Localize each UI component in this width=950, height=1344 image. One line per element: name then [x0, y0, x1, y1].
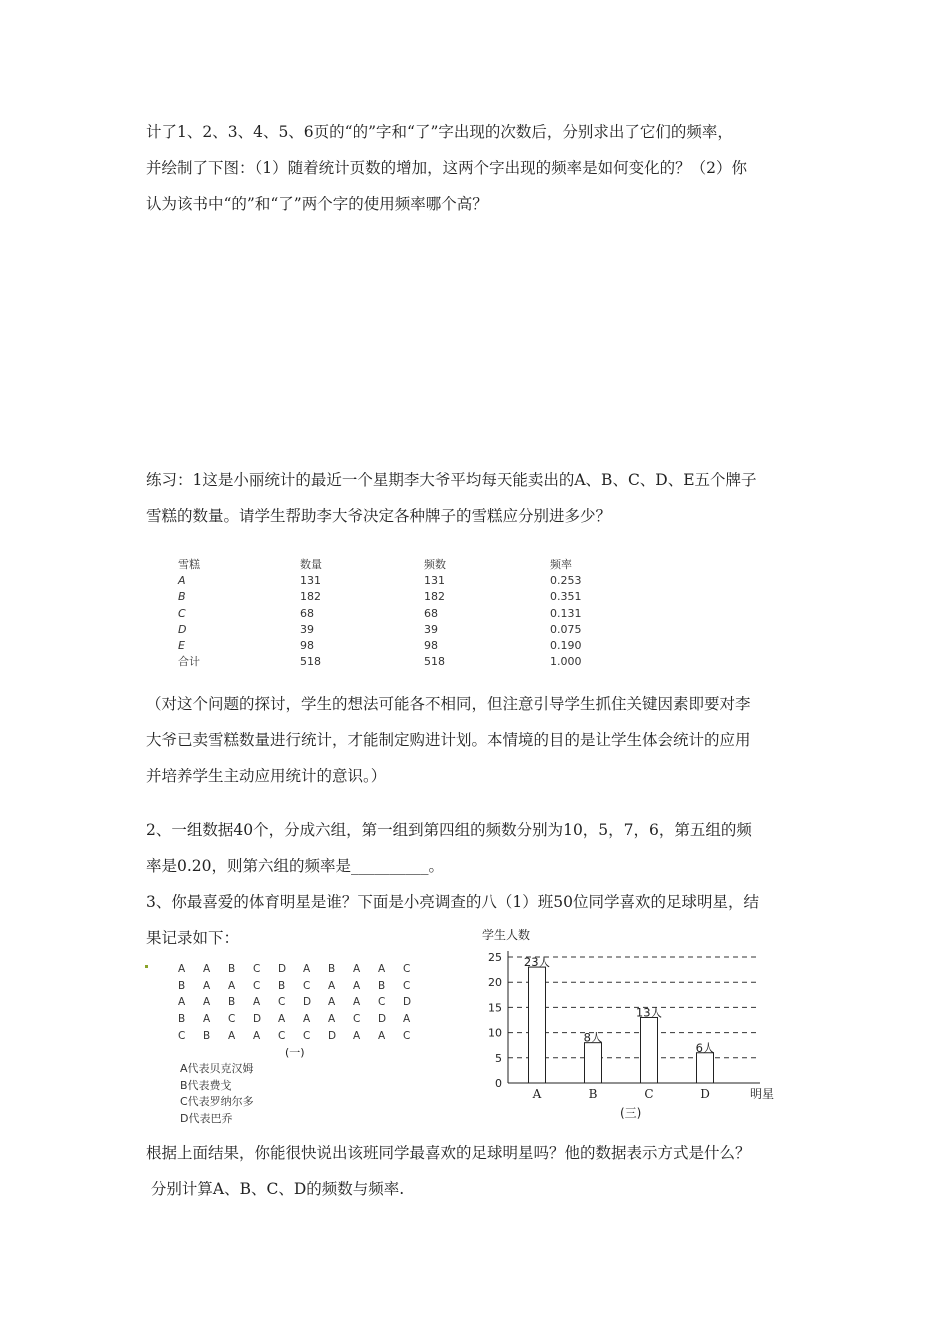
- table-cell: 98: [424, 639, 438, 653]
- icecream-table: [178, 557, 610, 670]
- chart-data-label: 8人: [583, 1030, 603, 1045]
- chart-x-tick-label: C: [644, 1087, 654, 1101]
- legend-item: B代表费戈: [180, 1078, 232, 1092]
- records-cell: C: [303, 979, 311, 992]
- records-cell: A: [178, 996, 186, 1009]
- table-cell: 68: [424, 606, 438, 620]
- table-cell: E: [178, 639, 185, 653]
- records-cell: B: [228, 996, 236, 1009]
- chart-data-label: 13人: [635, 1005, 663, 1020]
- records-cell: C: [228, 1013, 236, 1026]
- legend-item: C代表罗纳尔多: [180, 1095, 254, 1108]
- chart-caption: (三): [620, 1106, 642, 1120]
- chart-bar: [641, 1017, 658, 1083]
- records-cell: A: [278, 1013, 286, 1026]
- intro-line: 并绘制了下图：（1）随着统计页数的增加，这两个字出现的频率是如何变化的？（2）你: [146, 159, 747, 177]
- records-cell: D: [303, 996, 312, 1009]
- note-line: （对这个问题的探讨，学生的想法可能各不相同，但注意引导学生抓住关键因素即要对李: [146, 695, 751, 713]
- table-cell: 合计: [178, 655, 200, 669]
- records-row: [178, 1027, 428, 1044]
- table-header-cell: 频率: [550, 558, 572, 571]
- chart-y-tick-label: 25: [488, 951, 502, 964]
- table-header-cell: 频数: [424, 558, 446, 571]
- records-cell: A: [353, 979, 361, 992]
- table-row: [178, 589, 610, 605]
- table-cell: 518: [424, 655, 445, 669]
- practice-paragraph: [146, 462, 826, 534]
- question-2-line: 率是0.20，则第六组的频率是__________。: [146, 857, 445, 875]
- records-row: [178, 994, 428, 1011]
- question-3-line: 果记录如下：: [146, 929, 240, 947]
- intro-line: 计了1、2、3、4、5、6页的“的”字和“了”字出现的次数后，分别求出了它们的频率，: [146, 123, 733, 141]
- note-paragraph: [146, 686, 826, 794]
- practice-line: 雪糕的数量。请学生帮助李大爷决定各种牌子的雪糕应分别进多少？: [146, 507, 612, 525]
- table-cell: 39: [300, 622, 314, 636]
- records-cell: B: [178, 1013, 186, 1026]
- chart-y-tick-label: 20: [488, 976, 502, 990]
- records-row: [178, 961, 428, 978]
- chart-y-tick-label: 0: [495, 1077, 502, 1090]
- table-row: [178, 622, 610, 638]
- followup-paragraph: [146, 1135, 826, 1207]
- intro-line: 认为该书中“的”和“了”两个字的使用频率哪个高？: [146, 195, 488, 213]
- records-cell: C: [403, 963, 411, 976]
- table-cell: 0.075: [550, 622, 582, 636]
- records-cell: C: [403, 1029, 411, 1042]
- records-row: [178, 1011, 428, 1028]
- table-row: [178, 606, 610, 622]
- table-header-row: [178, 557, 610, 573]
- chart-x-tick-label: A: [532, 1087, 542, 1101]
- question-2-line: 2、一组数据40个，分成六组，第一组到第四组的频数分别为10，5，7，6，第五组的频: [146, 821, 752, 839]
- records-cell: A: [303, 963, 311, 976]
- records-cell: C: [278, 1029, 286, 1042]
- records-cell: B: [328, 963, 336, 976]
- records-cell: A: [353, 996, 361, 1009]
- table-cell: 1.000: [550, 655, 582, 669]
- table-cell: 68: [300, 606, 314, 620]
- table-cell: 131: [424, 574, 445, 588]
- table-header-cell: 雪糕: [178, 558, 200, 571]
- records-cell: C: [253, 963, 261, 976]
- chart-x-tick-label: B: [588, 1087, 598, 1101]
- records-cell: C: [353, 1013, 361, 1026]
- chart-data-label: 6人: [695, 1040, 715, 1055]
- records-cell: A: [328, 996, 336, 1009]
- records-cell: A: [203, 1013, 211, 1026]
- question-2: [146, 812, 826, 884]
- chart-bar: [585, 1043, 602, 1083]
- records-cell: A: [353, 963, 361, 976]
- chart-bar: [529, 967, 546, 1083]
- chart-x-tick-label: D: [700, 1087, 710, 1101]
- records-cell: C: [278, 996, 286, 1009]
- table-cell: 0.253: [550, 574, 582, 588]
- records-cell: A: [228, 979, 236, 992]
- records-cell: B: [203, 1029, 211, 1042]
- table-cell: C: [178, 606, 186, 620]
- records-legend: [180, 1061, 254, 1127]
- records-cell: D: [278, 963, 287, 976]
- records-cell: A: [378, 1029, 386, 1042]
- records-cell: A: [303, 1013, 311, 1026]
- records-cell: C: [178, 1029, 186, 1042]
- records-cell: B: [228, 963, 236, 976]
- records-cell: C: [378, 996, 386, 1009]
- table-cell: 98: [300, 639, 314, 653]
- records-cell: A: [403, 1013, 411, 1026]
- records-caption: (一): [285, 1046, 305, 1059]
- chart-y-tick-label: 15: [488, 1001, 502, 1015]
- table-cell: 518: [300, 655, 321, 669]
- note-line: 并培养学生主动应用统计的意识。）: [146, 767, 387, 785]
- table-cell: 182: [300, 590, 321, 604]
- table-cell: 0.351: [550, 590, 582, 604]
- chart-y-axis-label: 学生人数: [482, 928, 531, 942]
- stray-mark: [145, 965, 148, 968]
- chart-x-axis-label: 明星: [750, 1087, 775, 1101]
- table-total-row: [178, 654, 610, 670]
- question-3-line: 3、你最喜爱的体育明星是谁？下面是小亮调查的八（1）班50位同学喜欢的足球明星，结: [146, 893, 759, 911]
- records-cell: A: [203, 963, 211, 976]
- records-cell: A: [378, 963, 386, 976]
- table-cell: 182: [424, 590, 445, 604]
- records-cell: A: [203, 979, 211, 992]
- note-line: 大爷已卖雪糕数量进行统计，才能制定购进计划。本情境的目的是让学生体会统计的应用: [146, 731, 751, 749]
- table-cell: 39: [424, 622, 438, 636]
- records-cell: B: [178, 979, 186, 992]
- table-row: [178, 573, 610, 589]
- table-cell: A: [178, 574, 186, 588]
- bar-chart: [468, 925, 788, 1125]
- practice-line: 练习：1这是小丽统计的最近一个星期李大爷平均每天能卖出的A、B、C、D、E五个牌子: [146, 471, 757, 489]
- table-row: [178, 638, 610, 654]
- records-cell: B: [378, 979, 386, 992]
- survey-records-grid: [178, 961, 428, 1044]
- records-cell: D: [253, 1013, 262, 1026]
- records-cell: A: [328, 979, 336, 992]
- table-cell: 0.190: [550, 639, 582, 653]
- table-cell: B: [178, 590, 186, 604]
- chart-data-label: 23人: [523, 955, 551, 970]
- records-cell: C: [253, 979, 261, 992]
- records-cell: A: [253, 1029, 261, 1042]
- records-cell: A: [203, 996, 211, 1009]
- records-cell: A: [253, 996, 261, 1009]
- records-row: [178, 978, 428, 995]
- chart-bar: [697, 1053, 714, 1083]
- records-cell: A: [228, 1029, 236, 1042]
- records-cell: A: [178, 963, 186, 976]
- chart-y-tick-label: 5: [495, 1051, 502, 1065]
- table-cell: D: [178, 622, 187, 636]
- records-cell: C: [303, 1029, 311, 1042]
- records-cell: D: [378, 1013, 387, 1026]
- legend-item: D代表巴乔: [180, 1111, 233, 1125]
- legend-item: A代表贝克汉姆: [180, 1062, 254, 1075]
- table-cell: 131: [300, 574, 321, 588]
- records-cell: A: [328, 1013, 336, 1026]
- chart-y-tick-label: 10: [488, 1026, 502, 1040]
- followup-line: 分别计算A、B、C、D的频数与频率.: [146, 1180, 405, 1198]
- records-cell: A: [353, 1029, 361, 1042]
- table-header-cell: 数量: [300, 558, 322, 571]
- records-cell: D: [403, 996, 412, 1009]
- table-cell: 0.131: [550, 606, 582, 620]
- intro-paragraph: [146, 114, 826, 222]
- records-cell: B: [278, 979, 286, 992]
- records-cell: D: [328, 1029, 337, 1042]
- followup-line: 根据上面结果，你能很快说出该班同学最喜欢的足球明星吗？他的数据表示方式是什么？: [146, 1144, 751, 1162]
- records-cell: C: [403, 979, 411, 992]
